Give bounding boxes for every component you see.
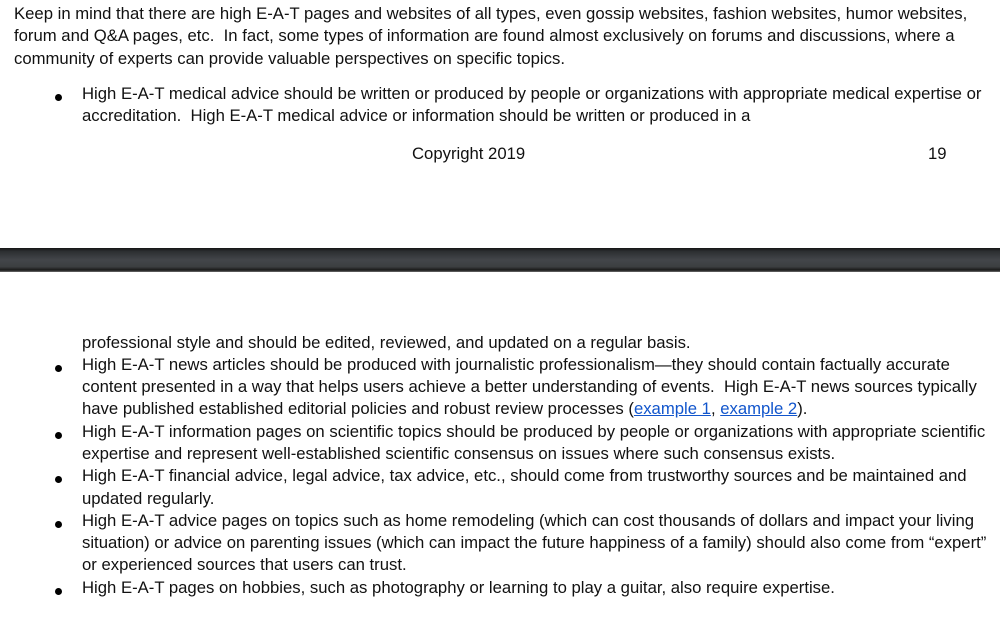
footer-page-number: 19 [928,143,947,163]
bullet-icon [55,521,62,528]
page-separator-bar [0,248,1000,272]
list-item-medical [0,83,994,128]
news-text-after-links: ). [797,399,808,419]
bullet-icon [55,432,62,439]
footer-copyright: Copyright 2019 [412,143,526,163]
bullet-icon [55,94,62,101]
list-item-news [0,354,994,421]
bullet-icon [55,476,62,483]
bullet-icon [55,365,62,372]
list-item-advice [0,510,994,577]
bullet-list-page2 [0,332,994,600]
list-item-medical-text: High E-A-T medical advice should be written or produced by people or organizations with appropriate medical expertise or accreditation. High E-A-T medical advice or information should be written or produced in a [82,83,987,125]
list-item-scientific-text: High E-A-T information pages on scientific topics should be produced by people or organizations with appropriate scientific expertise and represent well-established scientific consensus on issues where such consensus exists. [82,421,990,463]
list-item-advice-text: High E-A-T advice pages on topics such as home remodeling (which can cost thousands of dollars and impact your living situation) or advice on parenting issues (which can impact the future happiness of a family) should also come from “expert” or experienced sources that users can trust. [82,510,991,575]
bullet-list-page1 [0,83,994,128]
example-1-link[interactable]: example 1 [633,399,711,419]
list-item-scientific [0,421,994,466]
list-item-hobbies [0,577,994,599]
list-item-medical-continuation [0,332,994,354]
document-page-2 [0,272,1000,629]
list-item-hobbies-text: High E-A-T pages on hobbies, such as photography or learning to play a guitar, also require expertise. [82,577,835,597]
example-2-link[interactable]: example 2 [720,399,798,419]
list-item-financial-text: High E-A-T financial advice, legal advice, tax advice, etc., should come from trustworthy sources and be maintained and updated regularly. [82,466,972,508]
list-item-financial [0,465,994,510]
bullet-icon [55,588,62,595]
document-page-1 [0,0,1000,248]
continuation-text: professional style and should be edited, reviewed, and updated on a regular basis. [82,332,691,352]
list-item-news-text [82,355,981,419]
intro-paragraph: Keep in mind that there are high E-A-T pages and websites of all types, even gossip websites, fashion websites, humor websites, forum and Q&A pages, etc. In fact, some types of information are found almost exclusively on forums and discussions, where a community of experts can provide valuable perspectives on specific topics. [14,4,972,68]
news-link-separator: , [710,399,721,419]
news-text-before-links: High E-A-T news articles should be produced with journalistic professionalism—they should contain factually accurate content presented in a way that helps users achieve a better understanding of events. High E-A-T news sources typically have published established editorial policies and robust review processes ( [82,354,982,419]
